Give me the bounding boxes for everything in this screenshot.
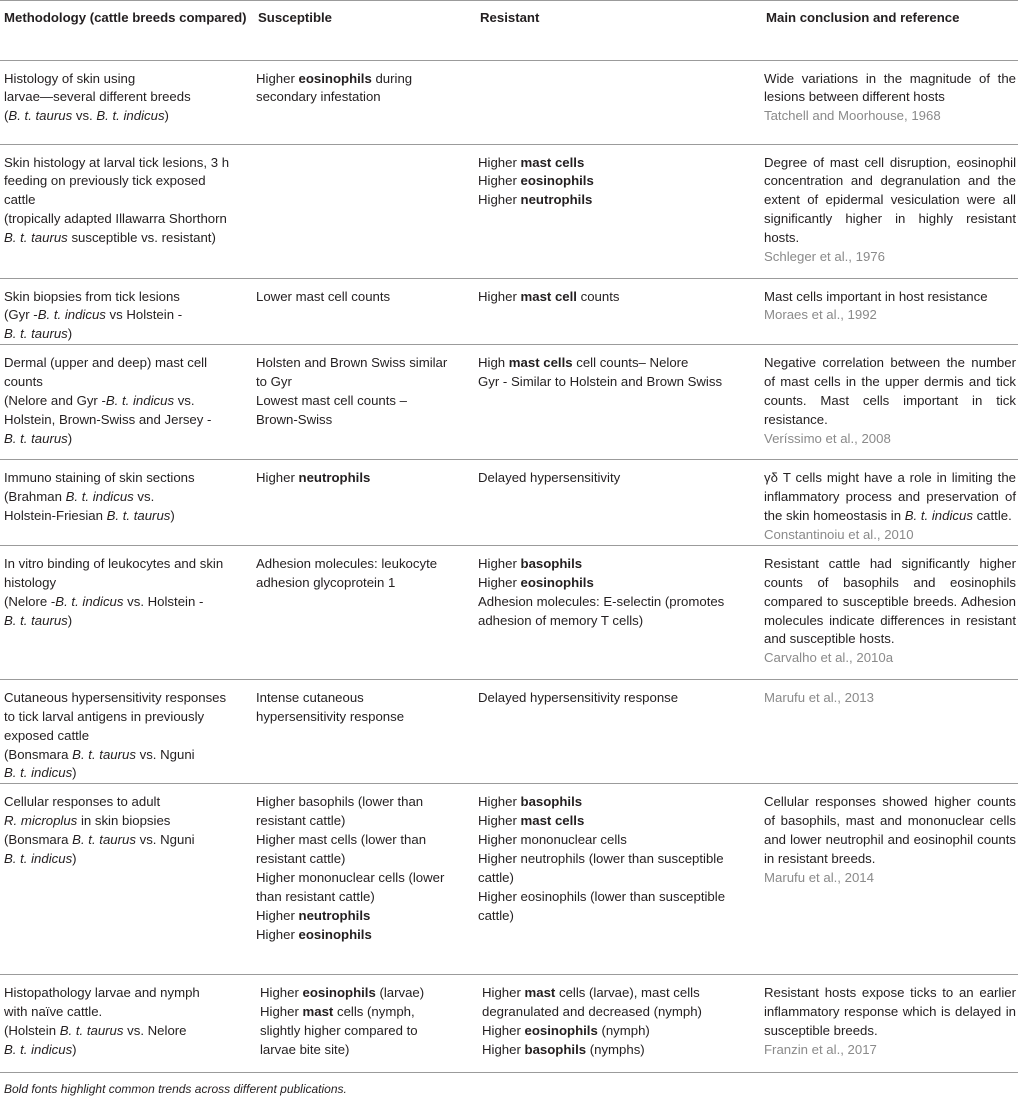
resistant-line: Higher basophils xyxy=(478,555,583,571)
susceptible-line: Lowest mast cell counts – xyxy=(256,393,407,409)
methodology-line: cattle xyxy=(4,192,36,208)
cell-susceptible xyxy=(254,460,476,546)
resistant-line: Higher basophils (nymphs) xyxy=(482,1042,645,1058)
table-header-row xyxy=(0,0,1018,60)
conclusion-text: Degree of mast cell disruption, eosinophil concentration and degranulation and the extent of epidermal vesiculation were all significantly higher in highly resistant hosts. xyxy=(764,154,1016,246)
methodology-line: Skin histology at larval tick lesions, 3 h xyxy=(4,154,230,170)
table-row xyxy=(0,679,1018,784)
methodology-line: Dermal (upper and deep) mast cell xyxy=(4,355,208,371)
resistant-line: Higher mononuclear cells xyxy=(478,832,627,848)
methodology-line: Cutaneous hypersensitivity responses xyxy=(4,689,227,705)
table-row xyxy=(0,144,1018,278)
methodology-line: Histology of skin using xyxy=(4,70,136,86)
methodology-line: to tick larval antigens in previously xyxy=(4,708,205,724)
cell-conclusion xyxy=(762,975,1018,1073)
header-conclusion: Main conclusion and reference xyxy=(762,0,1018,60)
methodology-line: feeding on previously tick exposed xyxy=(4,173,206,189)
methodology-line: Holstein, Brown-Swiss and Jersey - xyxy=(4,411,212,427)
susceptible-line: secondary infestation xyxy=(256,89,381,105)
cell-resistant xyxy=(476,345,762,460)
cell-methodology xyxy=(0,545,254,679)
reference-link[interactable]: Tatchell and Moorhouse, 1968 xyxy=(764,108,941,124)
conclusion-text: Resistant hosts expose ticks to an earlier inflammatory response which is delayed in susceptible breeds. xyxy=(764,985,1016,1039)
methodology-line: B. t. indicus) xyxy=(4,1042,77,1058)
cell-resistant xyxy=(476,545,762,679)
cell-conclusion xyxy=(762,60,1018,144)
methodology-line: R. microplus in skin biopsies xyxy=(4,813,171,829)
header-susceptible: Susceptible xyxy=(254,0,476,60)
resistant-line: Delayed hypersensitivity xyxy=(478,470,621,486)
reference-link[interactable]: Constantinoiu et al., 2010 xyxy=(764,526,914,542)
methodology-line: counts xyxy=(4,374,43,390)
methodology-line: exposed cattle xyxy=(4,727,90,743)
table-row xyxy=(0,345,1018,460)
susceptible-line: Higher mast cells (lower than xyxy=(256,832,427,848)
resistant-line: Higher mast cells xyxy=(478,813,585,829)
methodology-line: (Brahman B. t. indicus vs. xyxy=(4,489,155,505)
resistant-line: Higher eosinophils xyxy=(478,574,594,590)
susceptible-line: Higher eosinophils during xyxy=(256,70,413,86)
methodology-line: larvae—several different breeds xyxy=(4,89,191,105)
table-row xyxy=(0,278,1018,345)
reference-link[interactable]: Marufu et al., 2013 xyxy=(764,689,874,705)
cell-resistant xyxy=(476,144,762,278)
conclusion-text: Resistant cattle had significantly higher counts of basophils and eosinophils compared to susceptible breeds. Adhesion molecules indicate differences in resistant and susceptible hosts. xyxy=(764,555,1016,647)
cell-methodology xyxy=(0,679,254,784)
methodology-line: B. t. indicus) xyxy=(4,851,77,867)
methodology-line: B. t. taurus) xyxy=(4,326,73,342)
resistant-line: Higher basophils xyxy=(478,794,583,810)
resistant-line: Adhesion molecules: E-selectin (promotes xyxy=(478,593,725,609)
cell-methodology xyxy=(0,144,254,278)
methodology-line: B. t. indicus) xyxy=(4,765,77,781)
cell-conclusion xyxy=(762,278,1018,345)
conclusion-text: Cellular responses showed higher counts of basophils, mast and mononuclear cells and lower neutrophil and eosinophil counts in resistant breeds. xyxy=(764,794,1016,867)
cell-resistant xyxy=(476,460,762,546)
cell-conclusion xyxy=(762,679,1018,784)
cell-resistant xyxy=(476,60,762,144)
conclusion-text: γδ T cells might have a role in limiting the inflammatory process and preservation of the skin homeostasis in B. t. indicus cattle. xyxy=(764,470,1016,524)
methodology-line: In vitro binding of leukocytes and skin xyxy=(4,555,224,571)
methodology-line: (Holstein B. t. taurus vs. Nelore xyxy=(4,1023,187,1039)
cell-methodology xyxy=(0,784,254,975)
conclusion-text: Wide variations in the magnitude of the lesions between different hosts xyxy=(764,70,1016,105)
susceptible-line: resistant cattle) xyxy=(256,813,346,829)
cell-susceptible xyxy=(254,545,476,679)
methodology-line: (Bonsmara B. t. taurus vs. Nguni xyxy=(4,832,195,848)
cell-methodology xyxy=(0,345,254,460)
resistant-line: High mast cells cell counts– Nelore xyxy=(478,355,689,371)
resistant-line: Higher mast cells (larvae), mast cells xyxy=(482,985,700,1001)
resistant-line: Higher mast cell counts xyxy=(478,288,620,304)
header-methodology: Methodology (cattle breeds compared) xyxy=(0,0,254,60)
resistant-line: Higher eosinophils (nymph) xyxy=(482,1023,650,1039)
cell-susceptible xyxy=(254,784,476,975)
methodology-line: with naïve cattle. xyxy=(4,1004,103,1020)
cell-susceptible xyxy=(254,60,476,144)
susceptible-line: hypersensitivity response xyxy=(256,708,405,724)
susceptible-line: Higher basophils (lower than xyxy=(256,794,424,810)
cell-conclusion xyxy=(762,545,1018,679)
resistant-line: Higher mast cells xyxy=(478,154,585,170)
table-body xyxy=(0,60,1018,1073)
methodology-line: Holstein-Friesian B. t. taurus) xyxy=(4,508,175,524)
susceptible-line: resistant cattle) xyxy=(256,851,346,867)
methodology-line: (B. t. taurus vs. B. t. indicus) xyxy=(4,108,169,124)
methodology-line: Immuno staining of skin sections xyxy=(4,470,195,486)
methodology-line: B. t. taurus) xyxy=(4,612,73,628)
conclusion-text: Negative correlation between the number of mast cells in the upper dermis and tick counts. Mast cells important in tick resistance. xyxy=(764,355,1016,427)
cell-resistant xyxy=(476,278,762,345)
table-row xyxy=(0,60,1018,144)
susceptible-line: than resistant cattle) xyxy=(256,888,375,904)
susceptible-line: Holsten and Brown Swiss similar xyxy=(256,355,448,371)
methodology-line: B. t. taurus) xyxy=(4,430,73,446)
resistant-line: Gyr - Similar to Holstein and Brown Swiss xyxy=(478,374,723,390)
resistant-line: Delayed hypersensitivity response xyxy=(478,689,679,705)
susceptible-line: Higher mast cells (nymph, xyxy=(260,1004,415,1020)
methodology-line: (tropically adapted Illawarra Shorthorn xyxy=(4,211,227,227)
susceptible-line: Higher eosinophils (larvae) xyxy=(260,985,425,1001)
reference-link[interactable]: Marufu et al., 2014 xyxy=(764,870,874,885)
susceptible-line: slightly higher compared to xyxy=(260,1023,418,1039)
cell-susceptible xyxy=(254,345,476,460)
methodology-line: Histopathology larvae and nymph xyxy=(4,985,200,1001)
susceptible-line: Lower mast cell counts xyxy=(256,288,391,304)
susceptible-line: adhesion glycoprotein 1 xyxy=(256,574,396,590)
cell-susceptible xyxy=(254,679,476,784)
reference-link[interactable]: Carvalho et al., 2010a xyxy=(764,650,894,666)
susceptible-line: to Gyr xyxy=(256,374,292,390)
resistant-line: cattle) xyxy=(478,907,514,923)
methodology-line: (Nelore -B. t. indicus vs. Holstein - xyxy=(4,593,204,609)
cell-resistant xyxy=(476,784,762,975)
cell-methodology xyxy=(0,278,254,345)
susceptible-line: larvae bite site) xyxy=(260,1042,350,1058)
cell-methodology xyxy=(0,975,254,1073)
susceptible-line: Brown-Swiss xyxy=(256,411,333,427)
cell-methodology xyxy=(0,60,254,144)
susceptible-line: Higher neutrophils xyxy=(256,470,371,486)
cell-susceptible xyxy=(254,278,476,345)
cell-resistant xyxy=(476,975,762,1073)
cell-susceptible xyxy=(254,975,476,1073)
susceptible-line: Higher neutrophils xyxy=(256,907,371,923)
cell-conclusion xyxy=(762,144,1018,278)
methodology-line: (Gyr -B. t. indicus vs Holstein - xyxy=(4,307,183,323)
reference-link[interactable]: Moraes et al., 1992 xyxy=(764,307,877,323)
resistant-line: cattle) xyxy=(478,870,514,885)
methodology-line: Skin biopsies from tick lesions xyxy=(4,288,180,304)
methodology-line: (Nelore and Gyr -B. t. indicus vs. xyxy=(4,393,195,409)
susceptible-line: Intense cutaneous xyxy=(256,689,364,705)
cell-susceptible xyxy=(254,144,476,278)
reference-link[interactable]: Franzin et al., 2017 xyxy=(764,1042,877,1058)
cell-methodology xyxy=(0,460,254,546)
resistant-line: Higher eosinophils xyxy=(478,173,594,189)
table-row xyxy=(0,784,1018,975)
reference-link[interactable]: Schleger et al., 1976 xyxy=(764,249,885,265)
resistant-line: adhesion of memory T cells) xyxy=(478,612,644,628)
table-row xyxy=(0,460,1018,546)
table-footnote: Bold fonts highlight common trends across different publications. xyxy=(4,1082,347,1096)
resistant-line: Higher neutrophils (lower than susceptible xyxy=(478,851,724,867)
reference-link[interactable]: Veríssimo et al., 2008 xyxy=(764,430,891,446)
susceptible-line: Higher mononuclear cells (lower xyxy=(256,870,445,885)
susceptible-line: Higher eosinophils xyxy=(256,926,372,942)
cell-resistant xyxy=(476,679,762,784)
cell-conclusion xyxy=(762,460,1018,546)
conclusion-text: Mast cells important in host resistance xyxy=(764,288,988,304)
header-resistant: Resistant xyxy=(476,0,762,60)
susceptible-line: Adhesion molecules: leukocyte xyxy=(256,555,438,571)
resistant-line: degranulated and decreased (nymph) xyxy=(482,1004,702,1020)
table-row xyxy=(0,975,1018,1073)
resistant-line: Higher eosinophils (lower than susceptible xyxy=(478,888,726,904)
cell-conclusion xyxy=(762,345,1018,460)
cell-conclusion xyxy=(762,784,1018,975)
methodology-line: (Bonsmara B. t. taurus vs. Nguni xyxy=(4,746,195,762)
methodology-line: Cellular responses to adult xyxy=(4,794,161,810)
methodology-line: histology xyxy=(4,574,57,590)
table-row xyxy=(0,545,1018,679)
resistant-line: Higher neutrophils xyxy=(478,192,593,208)
methodology-line: B. t. taurus susceptible vs. resistant) xyxy=(4,230,216,246)
